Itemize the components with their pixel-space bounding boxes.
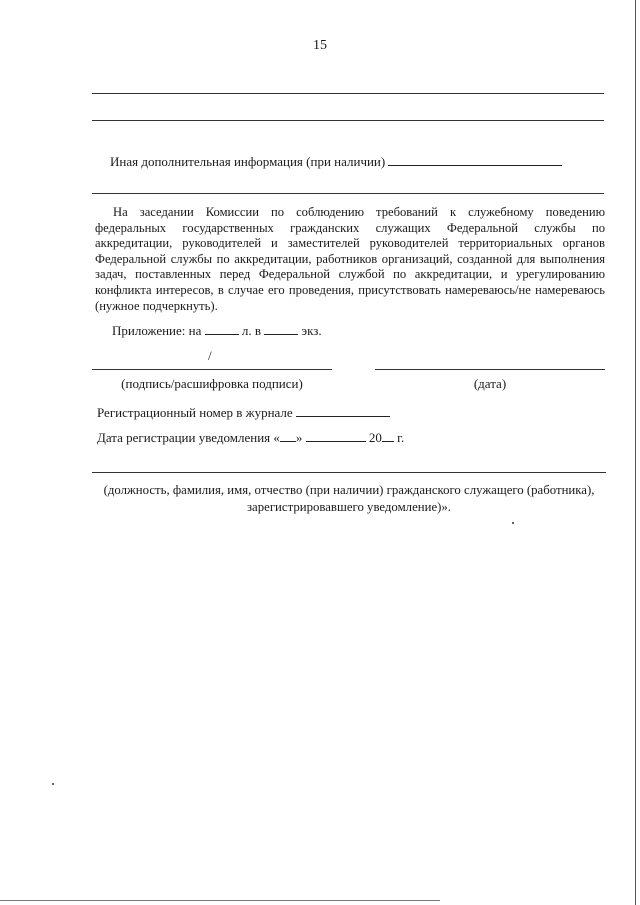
attachment-prefix: Приложение: на xyxy=(112,323,202,338)
blank-line-1 xyxy=(92,93,604,94)
additional-info-row xyxy=(110,153,562,170)
registration-year-field[interactable] xyxy=(382,429,394,442)
registration-month-field[interactable] xyxy=(306,429,366,442)
registration-number-field[interactable] xyxy=(296,404,390,417)
date-field[interactable] xyxy=(375,369,605,370)
page-number: 15 xyxy=(313,38,327,53)
registration-date-label: Дата регистрации уведомления « xyxy=(97,430,280,445)
registration-year-suffix: г. xyxy=(397,430,405,445)
signature-field[interactable] xyxy=(92,369,332,370)
scan-edge-bottom xyxy=(0,900,440,901)
registrar-field[interactable] xyxy=(92,472,606,473)
registration-date-row xyxy=(97,429,404,446)
blank-line-2 xyxy=(92,120,604,121)
signature-slash: / xyxy=(208,348,212,363)
signature-caption: (подпись/расшифровка подписи) xyxy=(121,376,303,391)
attachment-middle: л. в xyxy=(241,323,262,338)
registration-day-field[interactable] xyxy=(280,429,296,442)
date-caption: (дата) xyxy=(473,376,507,391)
attachment-row xyxy=(112,322,322,339)
scan-edge-right xyxy=(635,0,636,905)
registration-date-mid: » xyxy=(295,430,303,445)
attachment-copies-field[interactable] xyxy=(264,322,298,335)
registration-year-prefix: 20 xyxy=(368,430,382,445)
scan-speck xyxy=(512,522,514,524)
registration-number-label: Регистрационный номер в журнале xyxy=(97,405,293,420)
attachment-suffix: экз. xyxy=(301,323,322,338)
commission-statement: На заседании Комиссии по соблюдению требований к служебному поведению федеральных государственных гражданских служащих Федеральной службы по аккредитации, руководителей и заместителей руководителей территориальных органов Федеральной службы по аккредитации, работников организаций, созданной для выполнения задач, поставленных перед Федеральной службой по аккредитации, и урегулированию конфликта интересов, в случае его проведения, присутствовать намереваюсь/не намереваюсь (нужное подчеркнуть). xyxy=(95,205,605,313)
registrar-caption: (должность, фамилия, имя, отчество (при наличии) гражданского служащего (работника), зарегистрировавшего уведомление)». xyxy=(103,483,595,514)
scan-speck xyxy=(52,783,54,785)
attachment-pages-field[interactable] xyxy=(205,322,239,335)
registration-number-row xyxy=(97,404,390,421)
blank-line-3 xyxy=(92,193,604,194)
additional-info-field[interactable] xyxy=(388,153,562,166)
additional-info-label: Иная дополнительная информация (при наличии) xyxy=(110,154,386,169)
